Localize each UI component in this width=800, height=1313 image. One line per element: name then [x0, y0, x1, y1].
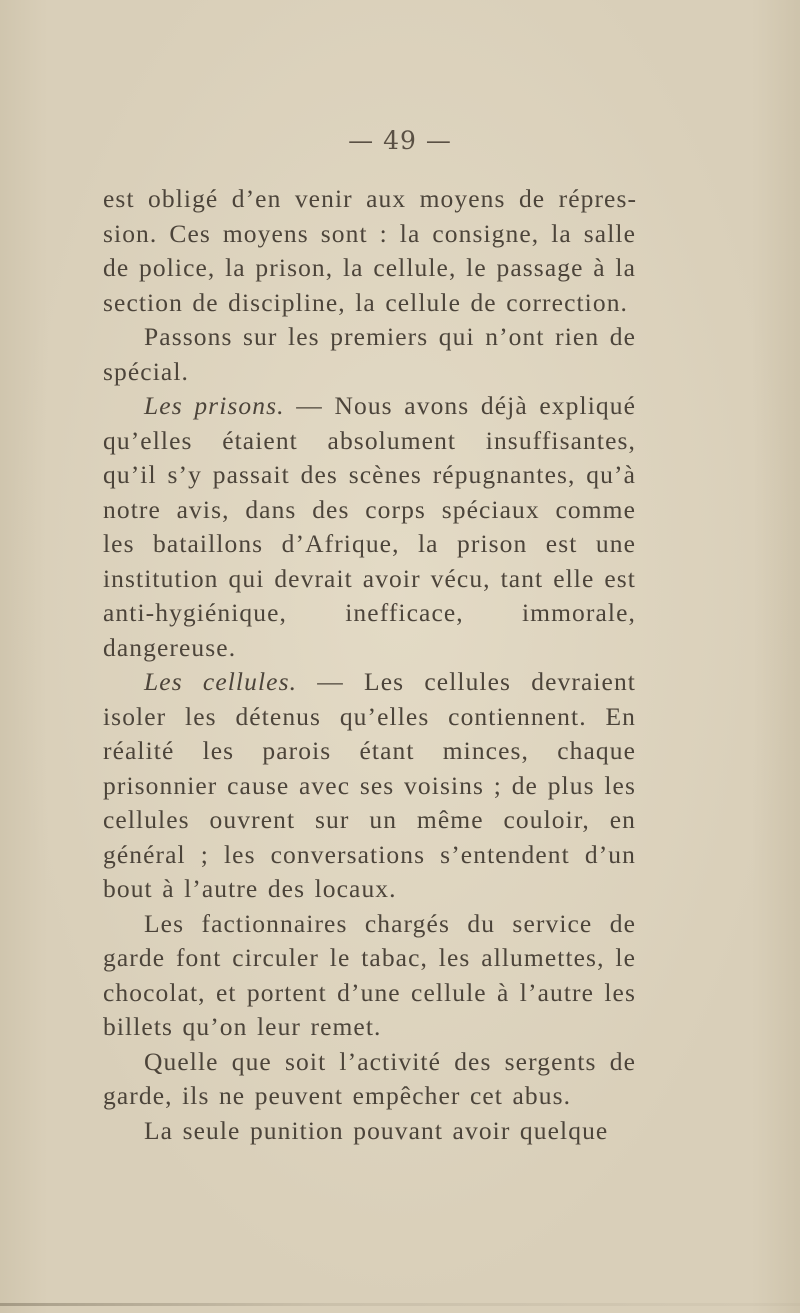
- paragraph-text: est obligé d’en venir aux moyens de répression. Ces moyens sont : la consigne, la salle de police, la prison, la cellule, le passage à la section de discipline, la cellule de correction.: [103, 184, 636, 317]
- page-number: — 49 —: [348, 126, 452, 155]
- paragraph-text: — Nous avons déjà expliqué qu’elles étaient absolument insuffisantes, qu’il s’y passait des scènes répugnantes, qu’à notre avis, dans des corps spéciaux comme les bataillons d’Afrique, la prison est une institution qui devrait avoir vécu, tant elle est anti-hygiénique, inefficace, immorale, dangereuse.: [103, 391, 636, 662]
- paragraph: [103, 907, 636, 1045]
- section-lead-prisons: Les prisons.: [144, 391, 285, 420]
- paragraph: [103, 1045, 636, 1114]
- paragraph-text: Les factionnaires chargés du service de garde font circuler le tabac, les allumettes, le chocolat, et portent d’une cellule à l’autre les billets qu’on leur remet.: [103, 908, 636, 1041]
- paragraph-continuation: [103, 182, 636, 320]
- paragraph: [103, 1114, 636, 1149]
- paragraph-text: Quelle que soit l’activité des sergents de garde, ils ne peuvent empêcher cet abus.: [103, 1046, 636, 1110]
- body-text: [103, 182, 636, 1148]
- paragraph-text: Passons sur les premiers qui n’ont rien de spécial.: [103, 322, 636, 386]
- section-lead-cellules: Les cellules.: [144, 667, 298, 696]
- paragraph-cellules: [103, 665, 636, 907]
- paragraph: [103, 320, 636, 389]
- paragraph-prisons: [103, 389, 636, 665]
- paragraph-text: La seule punition pouvant avoir quelque: [144, 1115, 609, 1145]
- paragraph-text: — Les cellules devraient isoler les détenus qu’elles contiennent. En réalité les parois étant minces, chaque prisonnier cause avec ses voisins ; de plus les cellules ouvrent sur un même couloir, en général ; les conversations s’entendent d’un bout à l’autre des locaux.: [103, 667, 636, 903]
- page-edge-line: [0, 1303, 800, 1306]
